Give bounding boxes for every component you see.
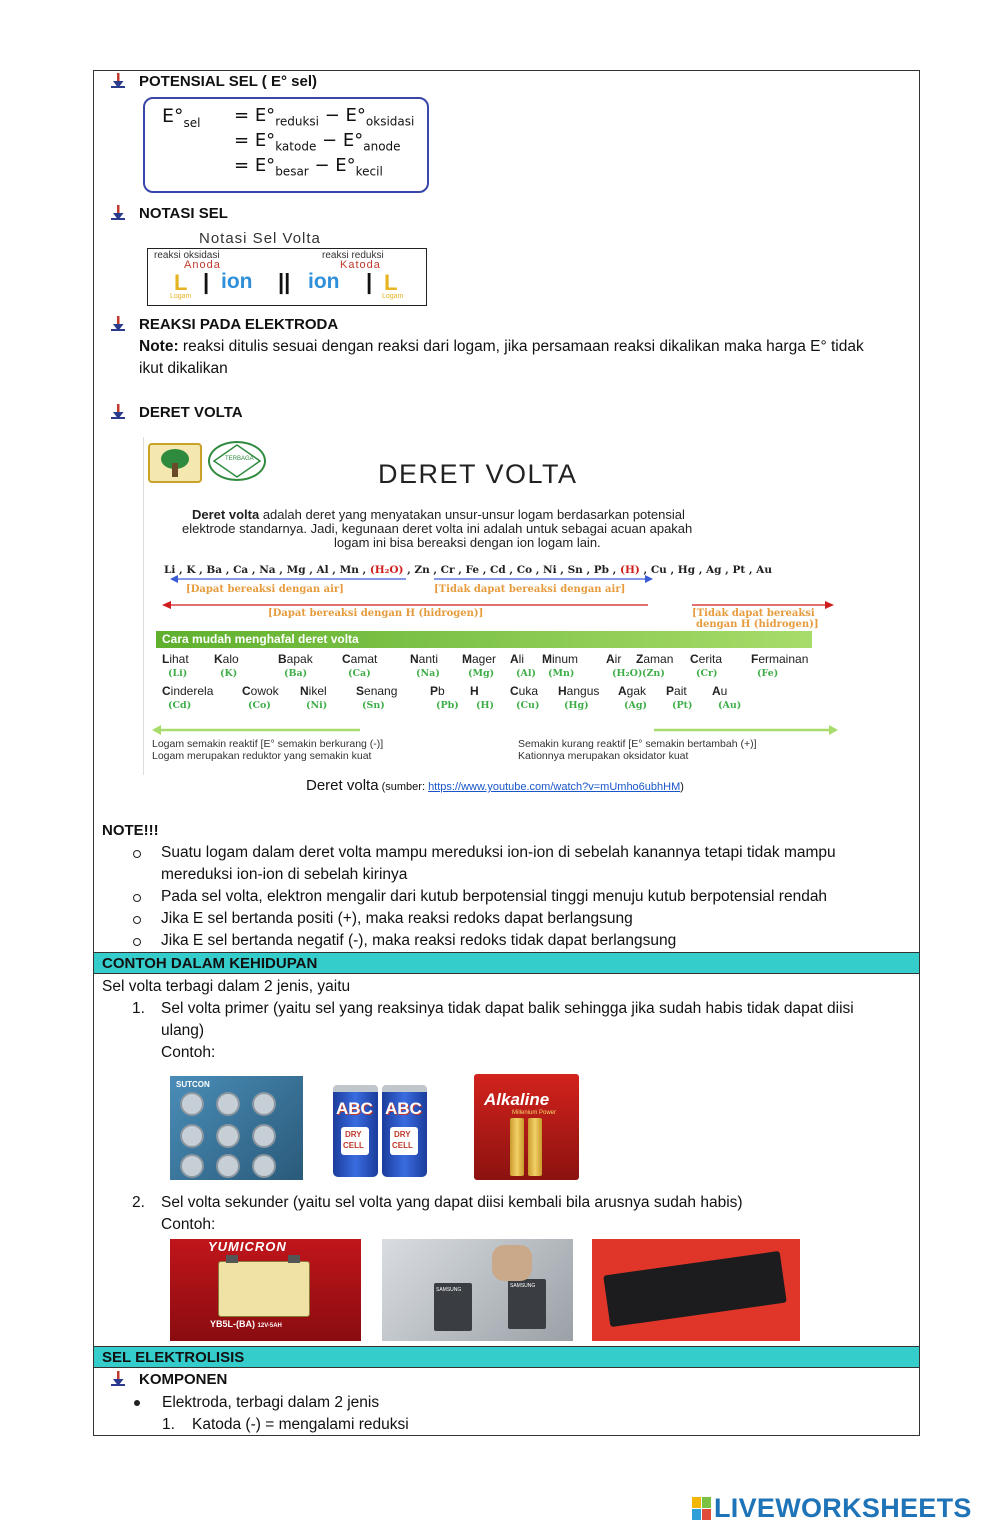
note-item-3: Jika E sel bertanda positi (+), maka reaksi redoks dapat berlangsung <box>161 910 633 927</box>
primer-line2: ulang) <box>161 1022 205 1039</box>
notasi-title: Notasi Sel Volta <box>199 230 321 247</box>
formula-row-2: = $E^\circ_{katode} - E^\circ_{anode}$ <box>234 130 401 154</box>
mnemonic-symbol: (Cd) <box>168 700 192 711</box>
cell-label: CELL <box>392 1141 413 1150</box>
mnemonic-symbol: (K) <box>220 668 238 679</box>
button-cell-image <box>170 1076 303 1180</box>
left-note-1: Logam semakin reaktif [E° semakin berkurang (-)] <box>152 738 384 750</box>
potensial-formula-box <box>143 97 429 193</box>
mnemonic-symbol: (Na) <box>416 668 440 679</box>
abc-label: ABC <box>385 1099 422 1118</box>
note-item-2: Pada sel volta, elektron mengalir dari kutub berpotensial tinggi menuju kutub berpotensial rendah <box>161 888 828 905</box>
single-bar: | <box>366 269 373 294</box>
laptop-battery-image <box>592 1239 800 1341</box>
mnemonic-word: Mager <box>462 652 497 666</box>
right-note-2: Kationnya merupakan oksidator kuat <box>518 750 689 762</box>
mnemonic-title: Cara mudah menghafal deret volta <box>162 632 359 646</box>
mnemonic-symbol: (Cu) <box>516 700 540 711</box>
mnemonic-symbol: (Fe) <box>757 668 779 679</box>
mnemonic-symbol: (Al) <box>516 668 536 679</box>
mnemonic-word: Pait <box>666 684 687 698</box>
deret-desc-line1: Deret volta adalah deret yang menyatakan unsur-unsur logam berdasarkan potensial <box>192 507 685 522</box>
mnemonic-word: Cuka <box>510 684 539 698</box>
mnemonic-symbol: (Sn) <box>362 700 385 711</box>
alkaline-label: Alkaline <box>484 1090 550 1109</box>
mnemonic-word: H <box>470 684 479 698</box>
notasi-heading: NOTASI SEL <box>139 205 228 222</box>
mnemonic-symbol: (Pt) <box>672 700 693 711</box>
mnemonic-symbol: (Mg) <box>468 668 495 679</box>
abc-label: ABC <box>336 1099 373 1118</box>
mnemonic-word: Zaman <box>636 652 674 666</box>
katoda-item: Katoda (-) = mengalami reduksi <box>192 1416 409 1433</box>
note-item-1: Suatu logam dalam deret volta mampu mereduksi ion-ion di sebelah kanannya tetapi tidak mampu <box>161 844 836 861</box>
potensial-heading: POTENSIAL SEL ( E° sel) <box>139 73 317 90</box>
yb-label: YB5L-(BA) 12V-5AH <box>210 1319 282 1329</box>
mnemonic-symbol: (Mn) <box>548 668 575 679</box>
mnemonic-symbol: (Au) <box>718 700 742 711</box>
mnemonic-word: Pb <box>430 684 445 698</box>
deret-volta-image <box>143 437 861 775</box>
sutcon-label: SUTCON <box>176 1080 210 1089</box>
school-logo <box>148 443 202 483</box>
mnemonic-word: Fermainan <box>751 652 809 666</box>
primer-line1: Sel volta primer (yaitu sel yang reaksinya tidak dapat balik sehingga jika sudah habis tidak dapat diisi <box>161 1000 854 1017</box>
logam-label-left: Logam <box>170 293 192 300</box>
mnemonic-symbol: (H₂O) <box>612 668 643 679</box>
formula-row-3: = $E^\circ_{besar} - E^\circ_{kecil}$ <box>234 155 383 179</box>
contoh-band: CONTOH DALAM KEHIDUPAN <box>94 952 919 974</box>
mnemonic-symbol: (Ni) <box>306 700 328 711</box>
mnemonic-word: Lihat <box>162 652 189 666</box>
h-label-right-1: [Tidak dapat bereaksi <box>692 608 815 619</box>
reactivity-arrows <box>144 723 862 737</box>
ion-right: ion <box>308 270 340 293</box>
mnemonic-word: Hangus <box>558 684 600 698</box>
dry-label: DRY <box>345 1130 362 1139</box>
deret-caption: Deret volta (sumber: https://www.youtube.com/watch?v=mUmho6ubhHM) <box>306 777 684 794</box>
note-item-4: Jika E sel bertanda negatif (-), maka reaksi redoks tidak dapat berlangsung <box>161 932 677 949</box>
mnemonic-word: Minum <box>542 652 579 666</box>
elektroda-item: Elektroda, terbagi dalam 2 jenis <box>162 1394 380 1411</box>
mnemonic-word: Cinderela <box>162 684 214 698</box>
yumicron-label: YUMICRON <box>208 1239 287 1254</box>
komponen-heading: KOMPONEN <box>139 1371 228 1388</box>
liveworksheets-brand[interactable]: LIVEWORKSHEETS <box>714 1493 972 1523</box>
mnemonic-word: Camat <box>342 652 378 666</box>
oksidasi-label: reaksi oksidasi <box>154 250 220 261</box>
contoh-label-2: Contoh: <box>161 1216 216 1233</box>
liveworksheets-logo-icon <box>692 1497 712 1521</box>
arrow-bullet-icon <box>111 1371 125 1387</box>
ion-left: ion <box>221 270 253 293</box>
source-link[interactable]: https://www.youtube.com/watch?v=mUmho6ubhHM <box>428 781 681 793</box>
note-heading: NOTE!!! <box>102 822 159 839</box>
mnemonic-symbol: (Co) <box>248 700 271 711</box>
circle-bullet-icon <box>133 916 141 924</box>
reaksi-heading: REAKSI PADA ELEKTRODA <box>139 316 339 333</box>
mnemonic-word: Nanti <box>410 652 439 666</box>
mnemonic-word: Au <box>712 684 728 698</box>
mnemonic-symbol: (Cr) <box>696 668 718 679</box>
mnemonic-word: Bapak <box>278 652 313 666</box>
formula-row-1: = $E^\circ_{reduksi} - E^\circ_{oksidasi}$ <box>234 105 415 129</box>
mnemonic-word: Kalo <box>214 652 239 666</box>
list-number: 1. <box>162 1416 175 1433</box>
logam-label-right: Logam <box>382 293 404 300</box>
cell-label: CELL <box>343 1141 364 1150</box>
mnemonic-word: Agak <box>618 684 647 698</box>
disc-bullet-icon <box>134 1400 140 1406</box>
circle-bullet-icon <box>133 850 141 858</box>
right-note-1: Semakin kurang reaktif [E° semakin bertambah (+)] <box>518 738 757 750</box>
mnemonic-word: Ali <box>510 652 525 666</box>
elektrolisis-band: SEL ELEKTROLISIS <box>94 1346 919 1368</box>
katoda-label: Katoda <box>340 259 381 271</box>
alkaline-pack-image <box>474 1074 579 1180</box>
list-number: 2. <box>132 1194 145 1211</box>
contoh-intro: Sel volta terbagi dalam 2 jenis, yaitu <box>102 978 351 995</box>
terbaga-badge <box>208 441 266 481</box>
terbaga-label: TERBAGA <box>225 456 254 462</box>
deret-desc-line3: logam ini bisa bereaksi dengan ion logam lain. <box>334 535 601 550</box>
samsung-label: SAMSUNG <box>510 1283 536 1289</box>
sekunder-line: Sel volta sekunder (yaitu sel volta yang dapat diisi kembali bila arusnya sudah habis) <box>161 1194 743 1211</box>
dry-label: DRY <box>394 1130 411 1139</box>
mnemonic-word: Cerita <box>690 652 723 666</box>
mnemonic-symbol: (Zn) <box>642 668 665 679</box>
deret-title: DERET VOLTA <box>378 459 578 489</box>
circle-bullet-icon <box>133 894 141 902</box>
mnemonic-symbol: (Li) <box>168 668 188 679</box>
contoh-label-1: Contoh: <box>161 1044 216 1061</box>
reaksi-note-line1: Note: reaksi ditulis sesuai dengan reaksi dari logam, jika persamaan reaksi dikalikan maka harga E° tidak <box>139 338 864 355</box>
abc-battery-2 <box>382 1085 427 1177</box>
mnemonic-symbol: (Ca) <box>348 668 371 679</box>
mnemonic-symbol: (Ba) <box>284 668 308 679</box>
circle-bullet-icon <box>133 938 141 946</box>
mnemonic-symbol: (Ag) <box>624 700 648 711</box>
notasi-diagram <box>147 229 427 307</box>
list-number: 1. <box>132 1000 145 1017</box>
abc-battery-1 <box>333 1085 378 1177</box>
tree-icon <box>150 445 200 481</box>
air-label-right: [Tidak dapat bereaksi dengan air] <box>434 584 626 595</box>
mnemonic-word: Cowok <box>242 684 279 698</box>
arrow-bullet-icon <box>111 73 125 89</box>
mnemonic-word: Air <box>606 652 622 666</box>
millenium-label: Millenium Power <box>512 1110 557 1116</box>
mnemonic-symbol: (Pb) <box>436 700 459 711</box>
mnemonic-symbol: (Hg) <box>564 700 589 711</box>
samsung-label: SAMSUNG <box>436 1287 462 1293</box>
deret-heading: DERET VOLTA <box>139 404 243 421</box>
air-label-left: [Dapat bereaksi dengan air] <box>186 584 344 595</box>
esel-symbol: $E^\circ_{sel}$ <box>162 105 201 130</box>
reaksi-note-line2: ikut dikalikan <box>139 360 228 377</box>
arrow-bullet-icon <box>111 205 125 221</box>
anoda-label: Anoda <box>184 259 221 271</box>
reduksi-label: reaksi reduksi <box>322 250 384 261</box>
double-bar: || <box>278 269 291 294</box>
mnemonic-symbol: (H) <box>476 700 494 711</box>
arrow-bullet-icon <box>111 404 125 420</box>
h-label-left: [Dapat bereaksi dengan H (hidrogen)] <box>268 608 484 619</box>
deret-series: Li , K , Ba , Ca , Na , Mg , Al , Mn , (H₂O) , Zn , Cr , Fe , Cd , Co , Ni , Sn , Pb , (H) , Cu , Hg , Ag , Pt , Au <box>164 564 772 576</box>
left-note-2: Logam merupakan reduktor yang semakin kuat <box>152 750 372 762</box>
logam-symbol-left: L <box>174 270 188 295</box>
mnemonic-word: Senang <box>356 684 398 698</box>
notasi-box <box>147 248 427 306</box>
mnemonic-bar <box>156 631 812 648</box>
single-bar: | <box>203 269 210 294</box>
phone-battery-image <box>382 1239 573 1341</box>
mnemonic-word: Nikel <box>300 684 327 698</box>
logam-symbol-right: L <box>384 270 398 295</box>
note-item-1b: mereduksi ion-ion di sebelah kirinya <box>161 866 408 883</box>
h-label-right-2: dengan H (hidrogen)] <box>696 619 819 630</box>
deret-desc-line2: elektrode standarnya. Jadi, kegunaan deret volta ini adalah untuk sebagai acuan apakah <box>182 521 693 536</box>
arrow-bullet-icon <box>111 316 125 332</box>
motor-battery-image <box>170 1239 361 1341</box>
